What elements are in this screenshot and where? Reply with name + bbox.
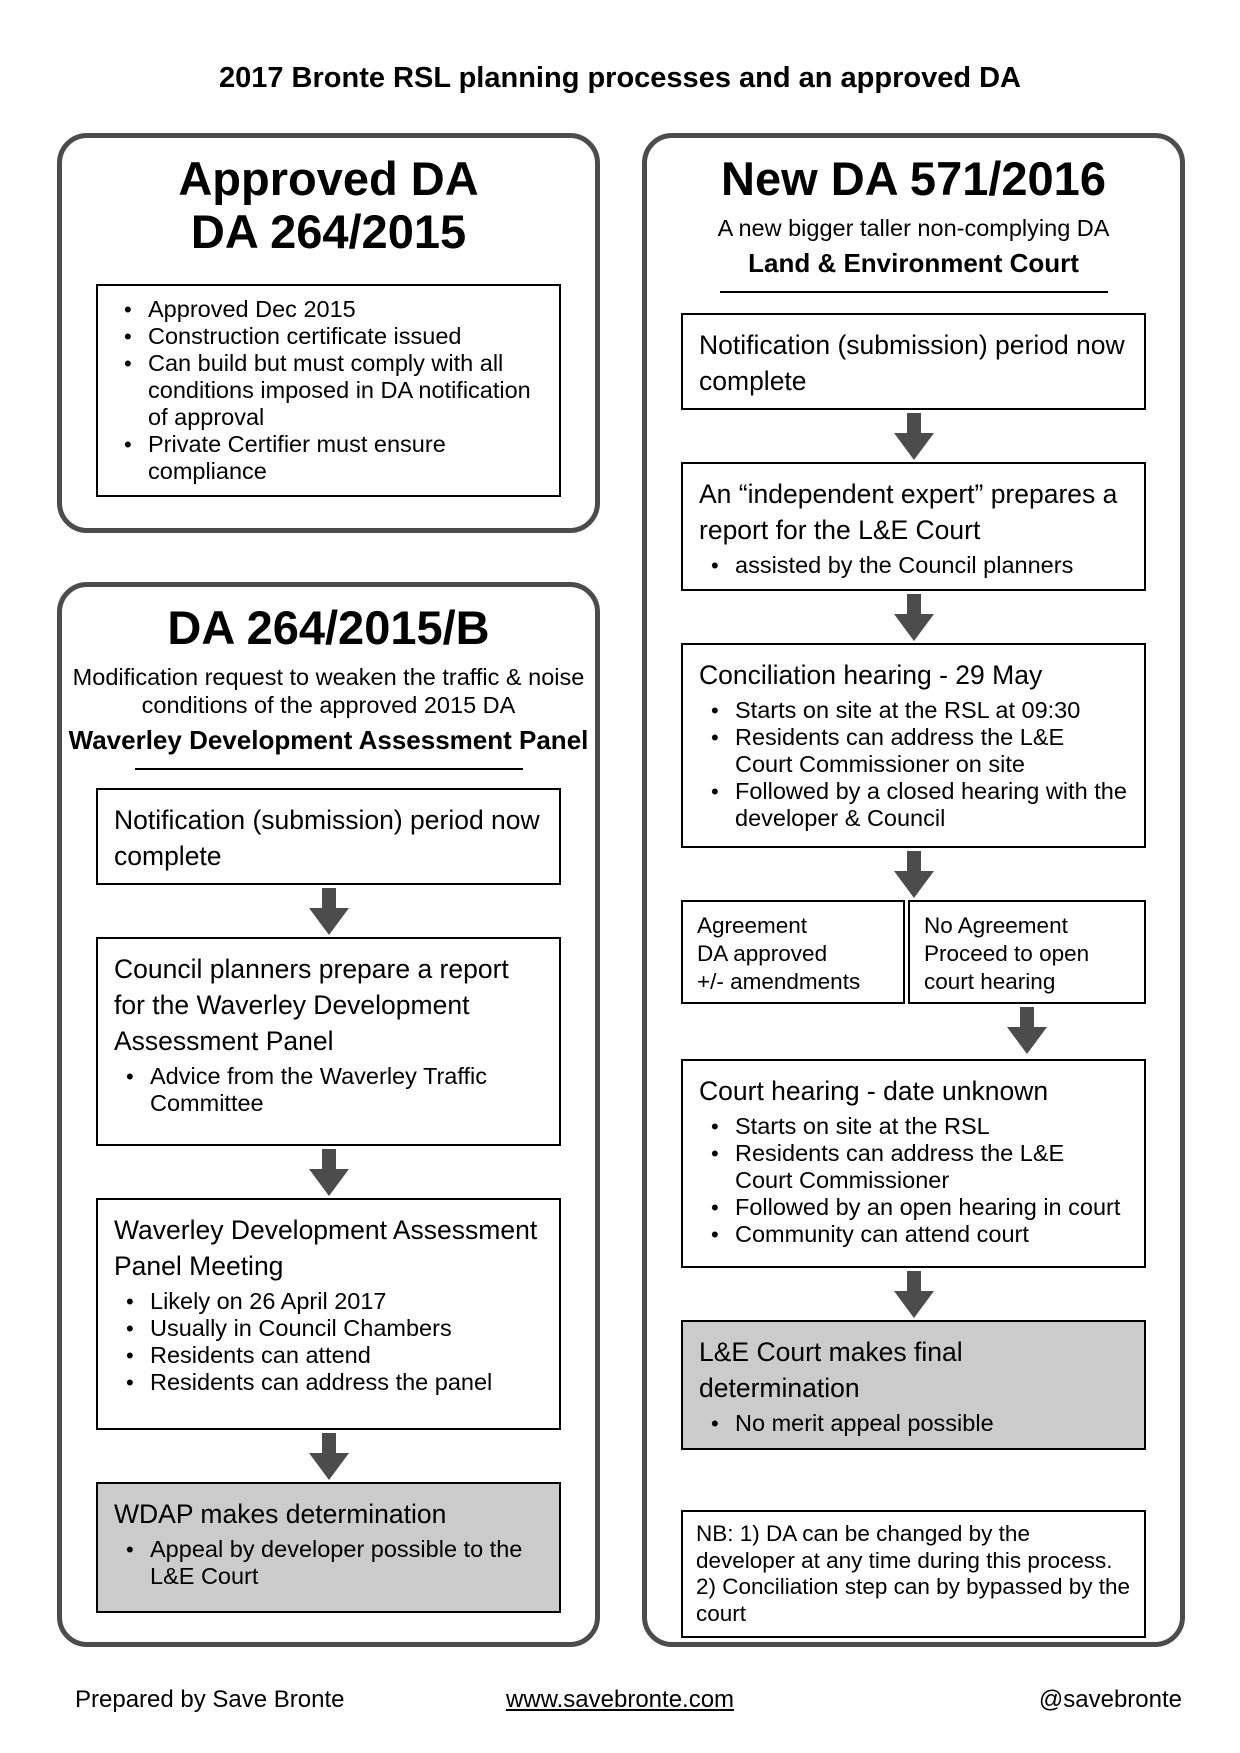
new-da-panel bbox=[642, 133, 1185, 1647]
dab-authority: Waverley Development Assessment Panel bbox=[68, 725, 589, 755]
note-line: NB: 1) DA can be changed by the developer at any time during this process. bbox=[696, 1521, 1113, 1573]
step-bullet-list bbox=[699, 552, 1128, 579]
bullet-item: • Appeal by developer possible to the L&E Court bbox=[114, 1536, 543, 1590]
step-box-notification bbox=[681, 313, 1146, 410]
bullet-item: • Residents can address the panel bbox=[114, 1369, 543, 1396]
step-heading: Notification (submission) period now complete bbox=[114, 805, 540, 871]
branch-line: court hearing bbox=[924, 969, 1056, 994]
bullet-item: • Likely on 26 April 2017 bbox=[114, 1288, 543, 1315]
bullet-item: • Community can attend court bbox=[699, 1221, 1128, 1248]
footer-website-link[interactable]: www.savebronte.com bbox=[505, 1686, 735, 1713]
step-box-independent-expert bbox=[681, 462, 1146, 591]
step-heading: L&E Court makes final determination bbox=[699, 1337, 963, 1403]
branch-box-no-agreement bbox=[908, 900, 1146, 1004]
step-bullet-list bbox=[699, 697, 1128, 832]
down-arrow-icon bbox=[894, 413, 934, 460]
down-arrow-icon bbox=[309, 888, 349, 935]
step-heading: Waverley Development Assessment Panel Meeting bbox=[114, 1215, 538, 1281]
conciliation-outcome-branch bbox=[681, 900, 1146, 1004]
bullet-item: • Starts on site at the RSL bbox=[699, 1113, 1128, 1140]
bullet-item: • Usually in Council Chambers bbox=[114, 1315, 543, 1342]
bullet-item: • Followed by an open hearing in court bbox=[699, 1194, 1128, 1221]
footer-twitter-handle: @savebronte bbox=[1038, 1686, 1182, 1713]
bullet-item: • Residents can address the L&E Court Commissioner on site bbox=[699, 724, 1128, 778]
newda-title: New DA 571/2016 bbox=[721, 152, 1106, 205]
step-box-council-report bbox=[96, 937, 561, 1146]
approved-da-bullet-list bbox=[112, 296, 545, 485]
step-bullet-list bbox=[699, 1113, 1128, 1248]
branch-line: No Agreement bbox=[924, 913, 1068, 938]
newda-subtitle: A new bigger taller non-complying DA bbox=[717, 215, 1110, 241]
down-arrow-icon bbox=[894, 1271, 934, 1318]
divider-line bbox=[720, 291, 1108, 293]
down-arrow-icon bbox=[894, 594, 934, 641]
page-title: 2017 Bronte RSL planning processes and an approved DA bbox=[218, 62, 1021, 94]
step-bullet-list bbox=[114, 1536, 543, 1590]
bullet-item: • Advice from the Waverley Traffic Committee bbox=[114, 1063, 543, 1117]
down-arrow-icon bbox=[309, 1433, 349, 1480]
down-arrow-icon bbox=[894, 851, 934, 898]
step-heading: Court hearing - date unknown bbox=[699, 1076, 1049, 1106]
step-box-panel-meeting bbox=[96, 1198, 561, 1430]
bullet-item: • Starts on site at the RSL at 09:30 bbox=[699, 697, 1128, 724]
dab-title: DA 264/2015/B bbox=[167, 601, 490, 654]
down-arrow-icon bbox=[309, 1149, 349, 1196]
bullet-item: • No merit appeal possible bbox=[699, 1410, 1128, 1437]
nb-note-box bbox=[681, 1510, 1146, 1638]
step-box-notification bbox=[96, 788, 561, 885]
step-bullet-list bbox=[114, 1063, 543, 1117]
approved-da-title-line1: Approved DA bbox=[178, 152, 479, 205]
bullet-item: • Followed by a closed hearing with the developer & Council bbox=[699, 778, 1128, 832]
approved-da-details-box bbox=[96, 284, 561, 497]
da-264-2015-b-panel bbox=[57, 582, 600, 1647]
branch-box-agreement bbox=[681, 900, 905, 1004]
dab-subtitle: Modification request to weaken the traffic & noise conditions of the approved 2015 DA bbox=[72, 664, 585, 718]
step-box-conciliation-hearing bbox=[681, 643, 1146, 848]
branch-line: DA approved bbox=[697, 941, 828, 966]
step-heading: WDAP makes determination bbox=[114, 1499, 447, 1529]
bullet-item: • Residents can address the L&E Court Commissioner bbox=[699, 1140, 1128, 1194]
bullet-item: • Construction certificate issued bbox=[112, 323, 545, 350]
step-heading: Council planners prepare a report for the Waverley Development Assessment Panel bbox=[114, 954, 509, 1056]
approved-da-title bbox=[62, 152, 595, 258]
bullet-item: • Can build but must comply with all conditions imposed in DA notification of approval bbox=[112, 350, 545, 431]
divider-line bbox=[135, 768, 523, 770]
step-bullet-list bbox=[699, 1410, 1128, 1437]
note-line: 2) Conciliation step can by bypassed by the court bbox=[696, 1574, 1131, 1626]
down-arrow-icon bbox=[1007, 1007, 1047, 1054]
step-box-wdap-determination bbox=[96, 1482, 561, 1613]
bullet-item: • Approved Dec 2015 bbox=[112, 296, 545, 323]
bullet-item: • Residents can attend bbox=[114, 1342, 543, 1369]
footer-credit: Prepared by Save Bronte bbox=[75, 1686, 345, 1713]
step-heading: Notification (submission) period now complete bbox=[699, 330, 1125, 396]
branch-line: Agreement bbox=[697, 913, 808, 938]
approved-da-panel bbox=[57, 133, 600, 533]
bullet-item: • Private Certifier must ensure compliance bbox=[112, 431, 545, 485]
step-heading: Conciliation hearing - 29 May bbox=[699, 660, 1043, 690]
approved-da-title-line2: DA 264/2015 bbox=[190, 205, 467, 258]
step-box-court-hearing bbox=[681, 1059, 1146, 1268]
branch-line: Proceed to open bbox=[924, 941, 1090, 966]
branch-line: +/- amendments bbox=[697, 969, 861, 994]
step-heading: An “independent expert” prepares a report for the L&E Court bbox=[699, 479, 1118, 545]
newda-authority: Land & Environment Court bbox=[748, 248, 1079, 278]
arrow-offset-wrapper bbox=[647, 1007, 1180, 1059]
step-bullet-list bbox=[114, 1288, 543, 1396]
step-box-final-determination bbox=[681, 1320, 1146, 1450]
bullet-item: • assisted by the Council planners bbox=[699, 552, 1128, 579]
